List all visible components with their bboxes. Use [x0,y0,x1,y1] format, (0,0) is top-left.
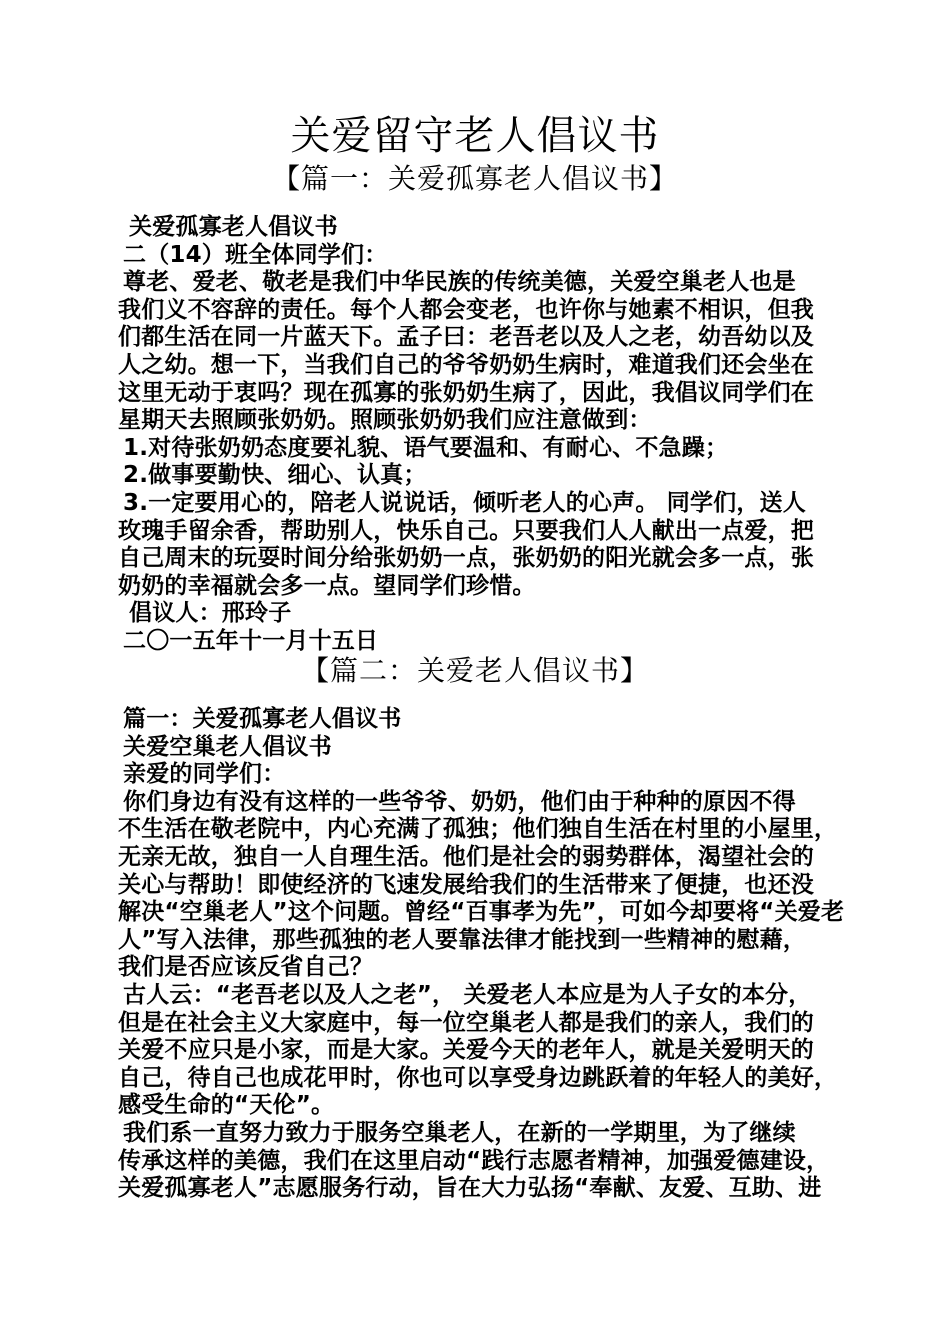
paragraph-line: 自己周末的玩耍时间分给张奶奶一点，张奶奶的阳光就会多一点，张 [118,545,814,572]
section1-body [115,214,845,656]
paragraph-line: 古人云：“老吾老以及人之老”， 关爱老人本应是为人子女的本分， [123,981,812,1008]
paragraph-line: 不生活在敬老院中，内心充满了孤独；他们独自生活在村里的小屋里， [118,816,838,843]
paragraph-line: 这里无动于衷吗？现在孤寡的张奶奶生病了，因此，我倡议同学们在 [118,379,814,406]
list-item: 1.对待张奶奶态度要礼貌、语气要温和、有耐心、不急躁； [123,434,729,461]
paragraph-line: 人之幼。想一下，当我们自己的爷爷奶奶生病时，难道我们还会坐在 [118,351,814,378]
paragraph-line: 你们身边有没有这样的一些爷爷、奶奶，他们由于种种的原因不得 [123,788,796,815]
paragraph-line: 我们系一直努力致力于服务空巢老人，在新的一学期里，为了继续 [123,1119,796,1146]
paragraph-line: 我们是否应该反省自己？ [118,954,374,981]
part2-heading: 【篇二：关爱老人倡议书】 [300,654,649,687]
paragraph-line: 传承这样的美德，我们在这里启动“践行志愿者精神，加强爱德建设， [118,1147,830,1174]
section2-subheading: 关爱空巢老人倡议书 [123,733,332,760]
document-title: 关爱留守老人倡议书 [290,113,660,159]
date-line: 二〇一五年十一月十五日 [123,627,379,654]
paragraph-line: 自己，待自己也成花甲时，你也可以享受身边跳跃着的年轻人的美好， [118,1064,838,1091]
paragraph-line: 无亲无故，独自一人自理生活。他们是社会的弱势群体，渴望社会的 [118,843,814,870]
list-item: 2.做事要勤快、细心、认真； [123,462,427,489]
paragraph-line: 人”写入法律，那些孤独的老人要靠法律才能找到一些精神的慰藉， [118,926,807,953]
paragraph-line: 但是在社会主义大家庭中，每一位空巢老人都是我们的亲人，我们的 [118,1009,814,1036]
section1-salutation: 二（14）班全体同学们： [123,241,388,268]
paragraph-line: 感受生命的“天伦”。 [118,1092,335,1119]
list-item: 3.一定要用心的，陪老人说说话，倾听老人的心声。 同学们，送人 [123,489,806,516]
paragraph-line: 关爱孤寡老人”志愿服务行动，旨在大力弘扬“奉献、友爱、互助、进 [118,1175,822,1202]
paragraph-line: 我们义不容辞的责任。每个人都会变老，也许你与她素不相识，但我 [118,296,814,323]
section2-salutation: 亲爱的同学们： [123,761,286,788]
paragraph-line: 尊老、爱老、敬老是我们中华民族的传统美德，关爱空巢老人也是 [123,269,796,296]
section2-body [115,706,845,1203]
paragraph-line: 关爱不应只是小家，而是大家。关爱今天的老年人，就是关爱明天的 [118,1037,814,1064]
paragraph-line: 奶奶的幸福就会多一点。望同学们珍惜。 [118,572,536,599]
signature-line: 倡议人：邢玲子 [129,600,292,627]
section1-heading: 关爱孤寡老人倡议书 [129,214,338,240]
part1-heading: 【篇一：关爱孤寡老人倡议书】 [271,162,678,195]
paragraph-line: 玫瑰手留余香，帮助别人，快乐自己。只要我们人人献出一点爱，把 [118,517,814,544]
paragraph-line: 关心与帮助！即使经济的飞速发展给我们的生活带来了便捷，也还没 [118,871,814,898]
paragraph-line: 星期天去照顾张奶奶。照顾张奶奶我们应注意做到： [118,407,652,434]
section2-heading: 篇一：关爱孤寡老人倡议书 [123,706,402,732]
paragraph-line: 们都生活在同一片蓝天下。孟子曰：老吾老以及人之老，幼吾幼以及 [118,324,814,351]
paragraph-line: 解决“空巢老人”这个问题。曾经“百事孝为先”，可如今却要将“关爱老 [118,899,845,926]
